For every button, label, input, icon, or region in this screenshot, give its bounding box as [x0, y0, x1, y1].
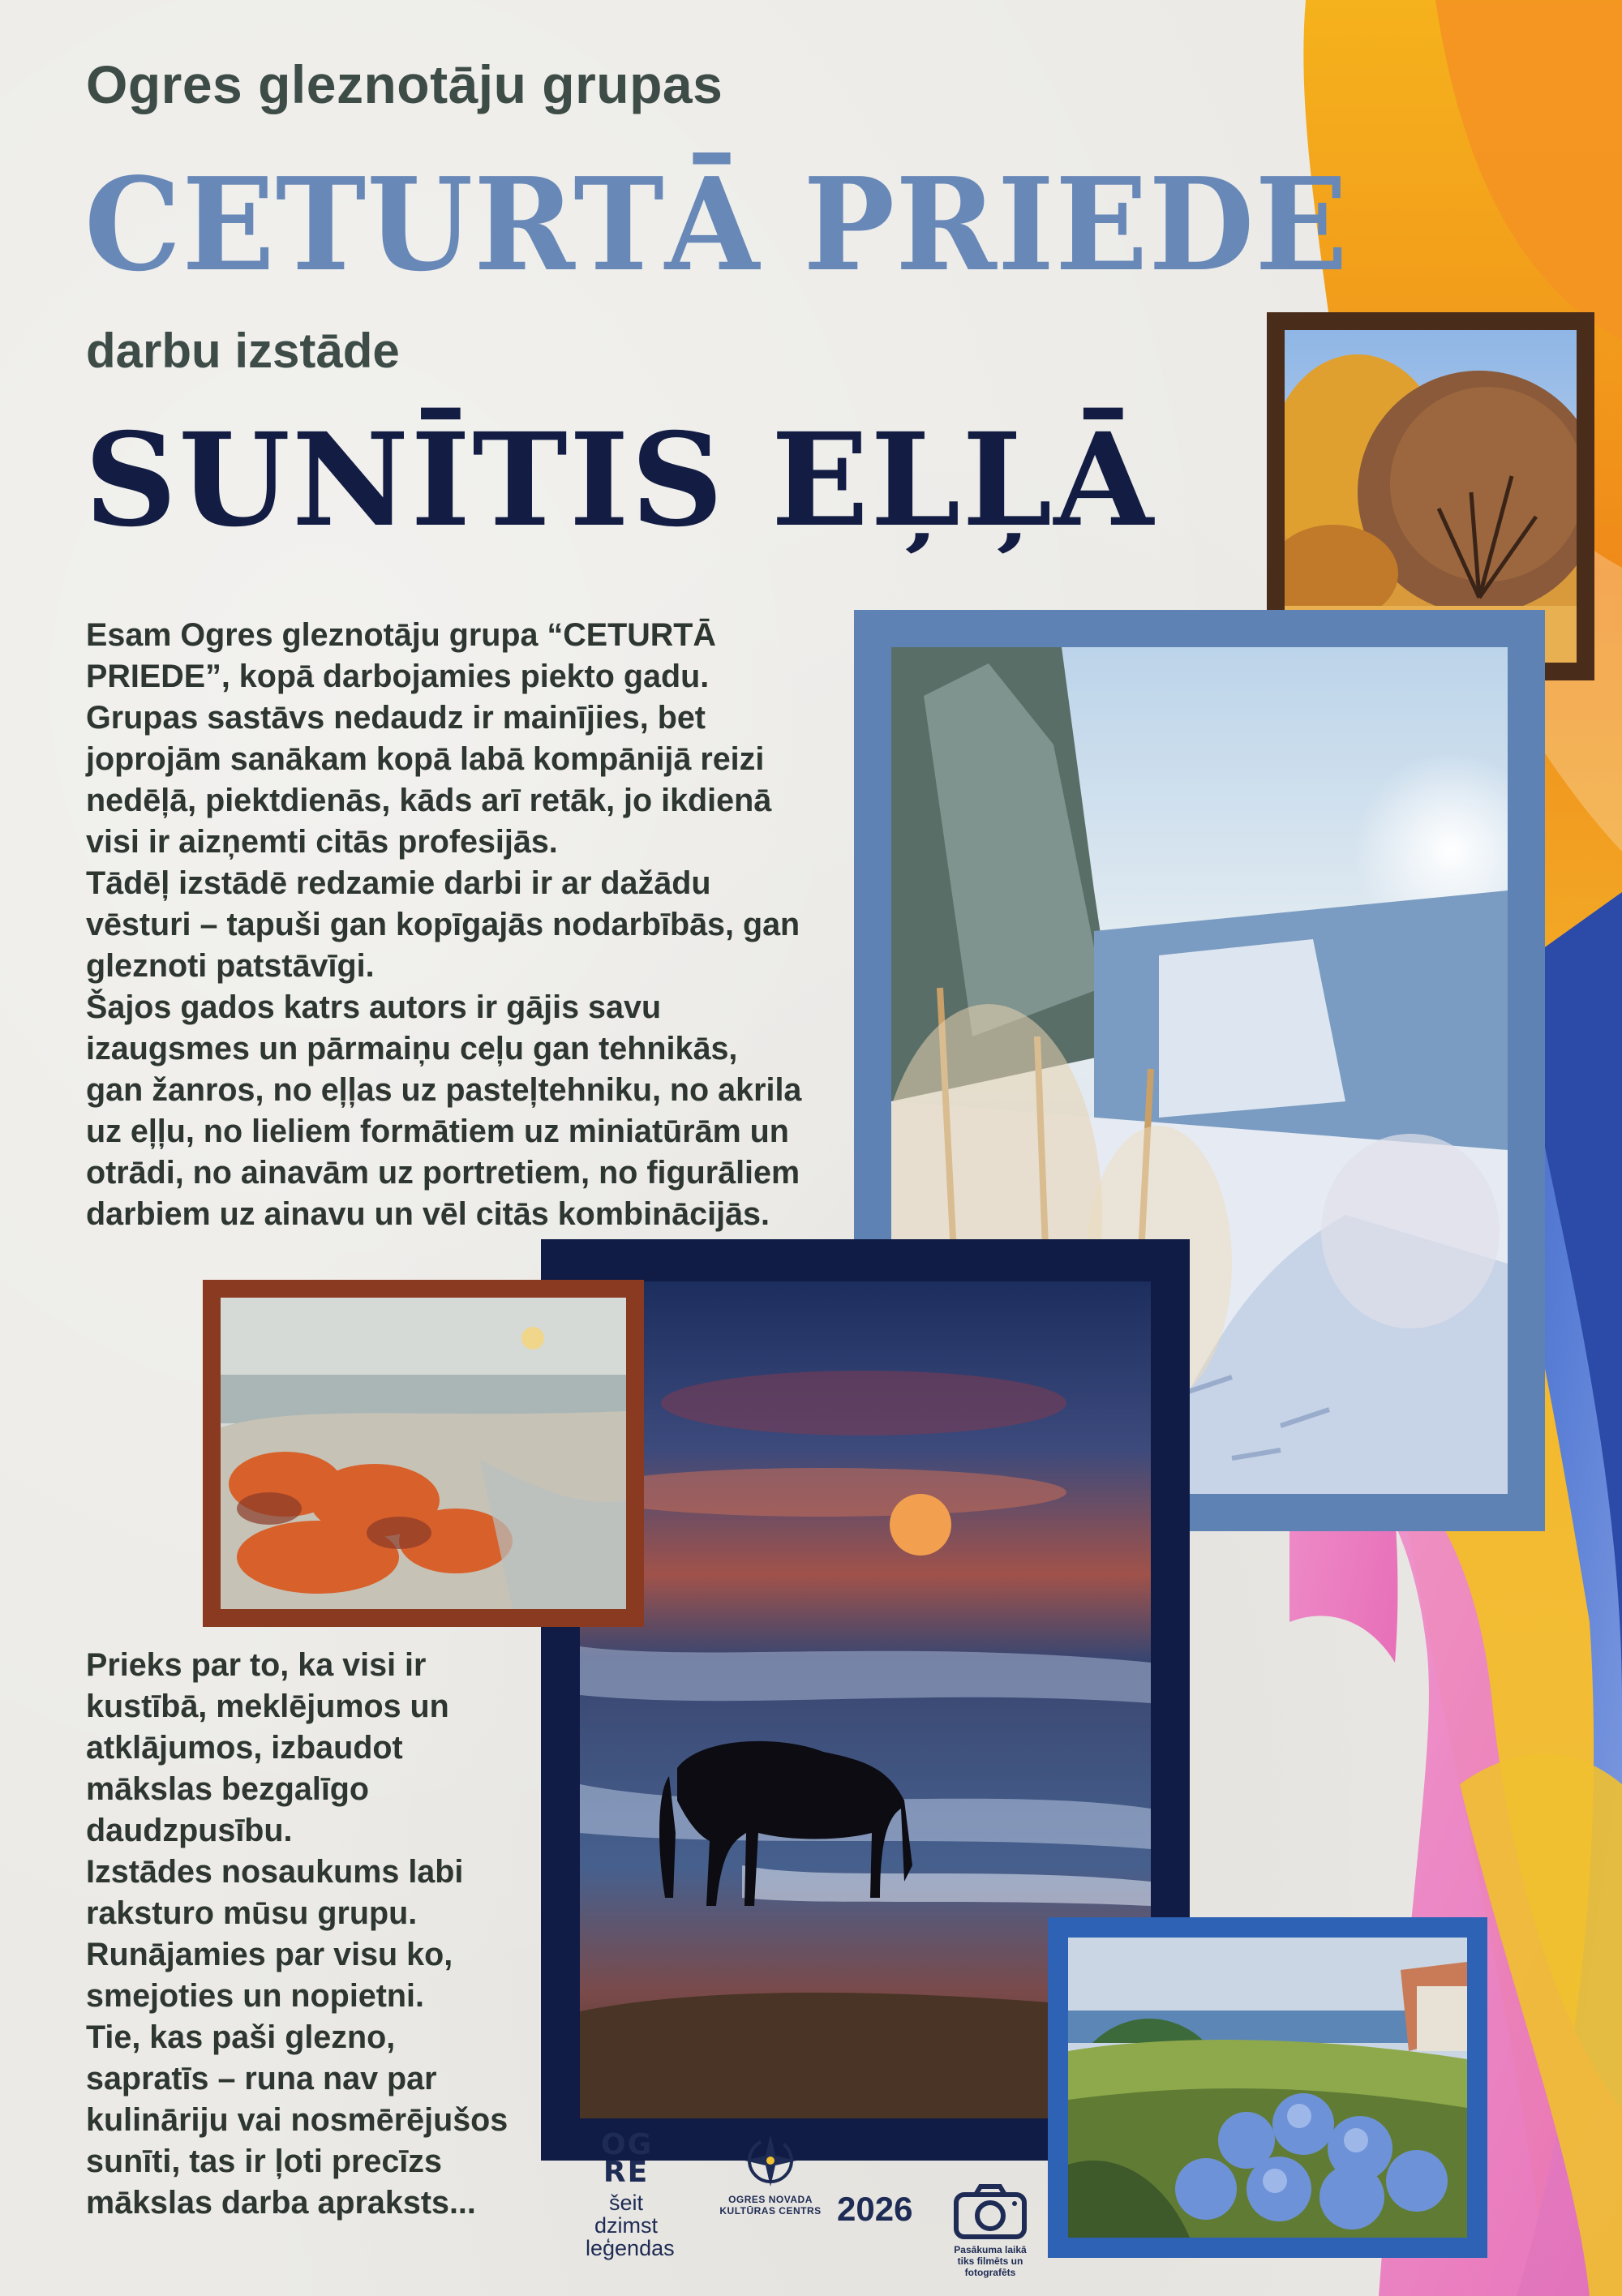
ogre-logo-text: šeit dzimst leģendas — [586, 2191, 675, 2260]
paragraph-line: sunīti, tas ir ļoti precīzs — [86, 2144, 442, 2179]
paragraph-line: gan žanros, no eļļas uz pasteļtehniku, no akrila — [86, 1072, 802, 1108]
paragraph-line: raksturo mūsu grupu. — [86, 1895, 418, 1931]
paragraph-line: smejoties un nopietni. — [86, 1978, 424, 2014]
paragraph-line: Tie, kas paši glezno, — [86, 2019, 396, 2055]
paragraph-line: mākslas darba apraksts... — [86, 2185, 476, 2221]
paragraph-line: gleznoti patstāvīgi. — [86, 948, 375, 984]
ogre-logo-icon — [586, 2128, 675, 2260]
group-subtitle: Ogres gleznotāju grupas — [86, 54, 723, 114]
exhibition-intro: darbu izstāde — [86, 324, 400, 378]
camera-notice — [946, 2182, 1035, 2278]
culture-center-text: OGRES NOVADA KULTŪRAS CENTRS — [719, 2194, 822, 2217]
paragraph-line: Šajos gados katrs autors ir gājis savu — [86, 989, 662, 1025]
paragraph-line: otrādi, no ainavām uz portretiem, no figurāliem — [86, 1155, 800, 1191]
painting-seashore-flowers — [203, 1280, 644, 1627]
paragraph-line: kulināriju vai nosmērējušos — [86, 2102, 508, 2138]
paragraph-line: Prieks par to, ka visi ir — [86, 1647, 427, 1683]
paragraph-line: joprojām sanākam kopā labā kompānijā reizi — [86, 741, 765, 777]
description-paragraph-2 — [86, 1645, 540, 2224]
painting-hydrangeas-hills — [1048, 1917, 1487, 2258]
culture-center-logo — [714, 2131, 827, 2217]
paragraph-line: daudzpusību. — [86, 1813, 293, 1848]
paragraph-line: izaugsmes un pārmaiņu ceļu gan tehnikās, — [86, 1031, 738, 1066]
year-label: 2026 — [837, 2190, 913, 2228]
paragraph-line: Runājamies par visu ko, — [86, 1937, 453, 1972]
paragraph-line: visi ir aizņemti citās profesijās. — [86, 824, 558, 860]
paragraph-line: sapratīs – runa nav par — [86, 2061, 437, 2096]
culture-center-compass-icon — [738, 2131, 803, 2190]
paragraph-line: PRIEDE”, kopā darbojamies piekto gadu. — [86, 659, 710, 694]
camera-note-text: Pasākuma laikā tiks filmēts un fotografēts — [954, 2244, 1027, 2278]
paragraph-line: vēsturi – tapuši gan kopīgajās nodarbībās, gan — [86, 907, 800, 942]
group-name-heading: CETURTĀ PRIEDE — [84, 150, 1349, 300]
paragraph-line: Tādēļ izstādē redzamie darbi ir ar dažādu — [86, 865, 711, 901]
description-paragraph-1 — [86, 615, 897, 1235]
paragraph-line: Grupas sastāvs nedaudz ir mainījies, bet — [86, 700, 706, 736]
paragraph-line: Esam Ogres gleznotāju grupa “CETURTĀ — [86, 617, 716, 653]
exhibition-title: SUNĪTIS EĻĻĀ — [84, 406, 1156, 556]
paragraph-line: Izstādes nosaukums labi — [86, 1854, 464, 1890]
camera-icon — [951, 2182, 1029, 2240]
paragraph-line: kustībā, meklējumos un — [86, 1689, 449, 1724]
paragraph-line: mākslas bezgalīgo — [86, 1771, 370, 1807]
paragraph-line: uz eļļu, no lieliem formātiem uz miniatūrām un — [86, 1114, 789, 1149]
paragraph-line: atklājumos, izbaudot — [86, 1730, 403, 1766]
ogre-logo-mark: OG RE — [601, 2128, 654, 2189]
paragraph-line: nedēļā, piektdienās, kāds arī retāk, jo ikdienā — [86, 783, 772, 818]
paragraph-line: darbiem uz ainavu un vēl citās kombinācijās. — [86, 1196, 770, 1232]
